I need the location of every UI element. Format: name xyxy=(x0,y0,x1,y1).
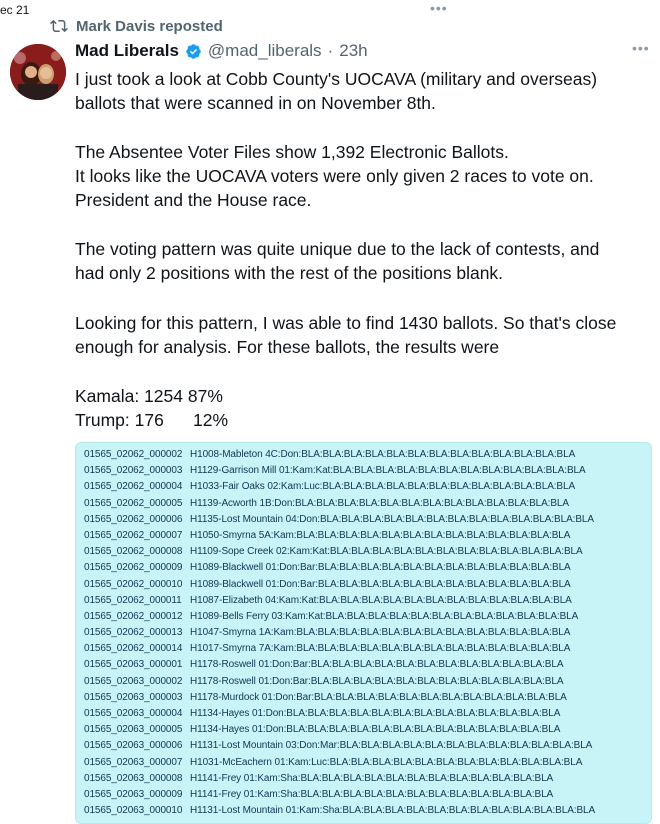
ballot-id: 01565_02063_000005 xyxy=(84,724,183,736)
repost-indicator xyxy=(50,16,223,36)
post-line: It looks like the UOCAVA voters were only given 2 races to vote on. xyxy=(75,166,594,186)
ballot-id: 01565_02062_000003 xyxy=(84,465,183,477)
ballot-record: H1129-Garrison Mill 01:Kam:Kat:BLA:BLA:BLA:BLA:BLA:BLA:BLA:BLA:BLA:BLA:BLA:BLA xyxy=(190,465,586,477)
ballot-id: 01565_02062_000009 xyxy=(84,562,183,574)
post-line: ballots that were scanned in on November 8th. xyxy=(75,93,436,113)
ballot-row xyxy=(84,479,595,495)
ballot-record: H1033-Fair Oaks 02:Kam:Luc:BLA:BLA:BLA:BLA:BLA:BLA:BLA:BLA:BLA:BLA:BLA:BLA xyxy=(190,481,576,493)
ballot-data-image[interactable] xyxy=(75,442,652,824)
ballot-record: H1047-Smyrna 1A:Kam:BLA:BLA:BLA:BLA:BLA:BLA:BLA:BLA:BLA:BLA:BLA:BLA:BLA xyxy=(190,627,571,639)
ballot-id: 01565_02063_000009 xyxy=(84,788,183,800)
ballot-id: 01565_02062_000002 xyxy=(84,449,183,460)
top-more-icon[interactable]: ••• xyxy=(430,0,448,16)
ballot-row xyxy=(84,738,595,754)
post-line: Trump: 176 12% xyxy=(75,410,229,430)
post-more-icon[interactable]: ••• xyxy=(632,40,650,56)
date-label: ec 21 xyxy=(0,3,30,17)
ballot-id: 01565_02063_000006 xyxy=(84,740,183,752)
ballot-row xyxy=(84,771,595,787)
ballot-record: H1089-Bells Ferry 03:Kam:Kat:BLA:BLA:BLA:BLA:BLA:BLA:BLA:BLA:BLA:BLA:BLA:BLA xyxy=(190,610,579,622)
ballot-record: H1134-Hayes 01:Don:BLA:BLA:BLA:BLA:BLA:BLA:BLA:BLA:BLA:BLA:BLA:BLA:BLA xyxy=(190,708,561,719)
ballot-row xyxy=(84,787,595,803)
ballot-record: H1089-Blackwell 01:Don:Bar:BLA:BLA:BLA:BLA:BLA:BLA:BLA:BLA:BLA:BLA:BLA:BLA xyxy=(190,562,571,574)
ballot-id: 01565_02062_000006 xyxy=(84,513,183,525)
author-name[interactable]: Mad Liberals xyxy=(75,41,179,60)
ballot-row xyxy=(84,463,595,479)
ballot-record: H1017-Smyrna 7A:Kam:BLA:BLA:BLA:BLA:BLA:BLA:BLA:BLA:BLA:BLA:BLA:BLA:BLA xyxy=(190,643,571,655)
verified-badge-icon xyxy=(185,43,202,60)
ballot-id: 01565_02062_000007 xyxy=(84,529,183,541)
ballot-id: 01565_02062_000014 xyxy=(84,643,183,655)
ballot-id: 01565_02063_000003 xyxy=(84,691,183,703)
ballot-row xyxy=(84,803,595,819)
ballot-id: 01565_02063_000008 xyxy=(84,772,183,784)
ballot-row xyxy=(84,674,595,690)
post-line: had only 2 positions with the rest of the positions blank. xyxy=(75,263,504,283)
ballot-id: 01565_02062_000010 xyxy=(84,578,183,590)
ballot-id: 01565_02062_000011 xyxy=(84,594,182,606)
ballot-record: H1089-Blackwell 01:Don:Bar:BLA:BLA:BLA:BLA:BLA:BLA:BLA:BLA:BLA:BLA:BLA:BLA xyxy=(190,578,571,590)
ballot-row xyxy=(84,447,595,463)
ballot-record: H1178-Roswell 01:Don:Bar:BLA:BLA:BLA:BLA:BLA:BLA:BLA:BLA:BLA:BLA:BLA:BLA xyxy=(190,675,564,687)
ballot-record: H1134-Hayes 01:Don:BLA:BLA:BLA:BLA:BLA:BLA:BLA:BLA:BLA:BLA:BLA:BLA:BLA xyxy=(190,724,561,736)
ballot-id: 01565_02062_000008 xyxy=(84,546,183,558)
ballot-row xyxy=(84,560,595,576)
ballot-row xyxy=(84,512,595,528)
ballot-id: 01565_02062_000005 xyxy=(84,497,183,509)
author-row xyxy=(75,41,368,61)
post-line: The Absentee Voter Files show 1,392 Electronic Ballots. xyxy=(75,142,509,162)
ballot-record: H1050-Smyrna 5A:Kam:BLA:BLA:BLA:BLA:BLA:BLA:BLA:BLA:BLA:BLA:BLA:BLA:BLA xyxy=(190,529,571,541)
ballot-row xyxy=(84,722,595,738)
ballot-row xyxy=(84,528,595,544)
ballot-record: H1087-Elizabeth 04:Kam:Kat:BLA:BLA:BLA:BLA:BLA:BLA:BLA:BLA:BLA:BLA:BLA:BLA xyxy=(190,594,572,606)
separator-dot: · xyxy=(327,41,334,60)
ballot-record: H1008-Mableton 4C:Don:BLA:BLA:BLA:BLA:BLA:BLA:BLA:BLA:BLA:BLA:BLA:BLA:BLA xyxy=(190,449,576,460)
post-line: The voting pattern was quite unique due to the lack of contests, and xyxy=(75,239,600,259)
ballot-row xyxy=(84,706,595,722)
ballot-id: 01565_02063_000002 xyxy=(84,675,183,687)
post-line: Kamala: 1254 87% xyxy=(75,386,223,406)
ballot-record: H1141-Frey 01:Kam:Sha:BLA:BLA:BLA:BLA:BLA:BLA:BLA:BLA:BLA:BLA:BLA:BLA xyxy=(190,772,554,784)
ballot-record: H1109-Sope Creek 02:Kam:Kat:BLA:BLA:BLA:BLA:BLA:BLA:BLA:BLA:BLA:BLA:BLA:BLA xyxy=(190,546,583,558)
ballot-id: 01565_02062_000004 xyxy=(84,481,183,493)
ballot-row xyxy=(84,593,595,609)
ballot-row xyxy=(84,657,595,673)
ballot-record: H1139-Acworth 1B:Don:BLA:BLA:BLA:BLA:BLA:BLA:BLA:BLA:BLA:BLA:BLA:BLA:BLA xyxy=(190,497,569,509)
post-line: Looking for this pattern, I was able to find 1430 ballots. So that's close xyxy=(75,313,617,333)
ballot-record: H1131-Lost Mountain 01:Kam:Sha:BLA:BLA:BLA:BLA:BLA:BLA:BLA:BLA:BLA:BLA:BLA:BLA xyxy=(190,805,596,817)
ballot-row xyxy=(84,609,595,625)
ballot-row xyxy=(84,544,595,560)
post-line: President and the House race. xyxy=(75,190,312,210)
ballot-record: H1178-Roswell 01:Don:Bar:BLA:BLA:BLA:BLA:BLA:BLA:BLA:BLA:BLA:BLA:BLA:BLA xyxy=(190,659,564,671)
ballot-id: 01565_02063_000010 xyxy=(84,805,183,817)
ballot-row xyxy=(84,625,595,641)
ballot-record: H1141-Frey 01:Kam:Sha:BLA:BLA:BLA:BLA:BLA:BLA:BLA:BLA:BLA:BLA:BLA:BLA xyxy=(190,788,554,800)
author-avatar[interactable] xyxy=(10,44,66,100)
repost-icon xyxy=(50,17,68,35)
ballot-record: H1031-McEachern 01:Kam:Luc:BLA:BLA:BLA:BLA:BLA:BLA:BLA:BLA:BLA:BLA:BLA:BLA xyxy=(190,756,583,768)
post-line: I just took a look at Cobb County's UOCAVA (military and overseas) xyxy=(75,69,598,89)
ballot-id: 01565_02062_000012 xyxy=(84,610,183,622)
ballot-row xyxy=(84,577,595,593)
ballot-record: H1178-Murdock 01:Don:Bar:BLA:BLA:BLA:BLA:BLA:BLA:BLA:BLA:BLA:BLA:BLA:BLA xyxy=(190,691,567,703)
ballot-record: H1135-Lost Mountain 04:Don:BLA:BLA:BLA:BLA:BLA:BLA:BLA:BLA:BLA:BLA:BLA:BLA:BLA xyxy=(190,513,594,525)
repost-label[interactable]: Mark Davis reposted xyxy=(76,17,223,35)
ballot-rows xyxy=(84,447,595,819)
ballot-id: 01565_02062_000013 xyxy=(84,627,183,639)
ballot-id: 01565_02063_000004 xyxy=(84,708,183,719)
ballot-row xyxy=(84,641,595,657)
ballot-row xyxy=(84,755,595,771)
ballot-id: 01565_02063_000001 xyxy=(84,659,183,671)
ballot-id: 01565_02063_000007 xyxy=(84,756,183,768)
post-time[interactable]: 23h xyxy=(339,41,368,60)
post-line: enough for analysis. For these ballots, the results were xyxy=(75,337,500,357)
ballot-row xyxy=(84,690,595,706)
ballot-record: H1131-Lost Mountain 03:Don:Mar:BLA:BLA:BLA:BLA:BLA:BLA:BLA:BLA:BLA:BLA:BLA:BLA xyxy=(190,740,593,752)
author-handle[interactable]: @mad_liberals xyxy=(207,41,322,60)
ballot-row xyxy=(84,496,595,512)
